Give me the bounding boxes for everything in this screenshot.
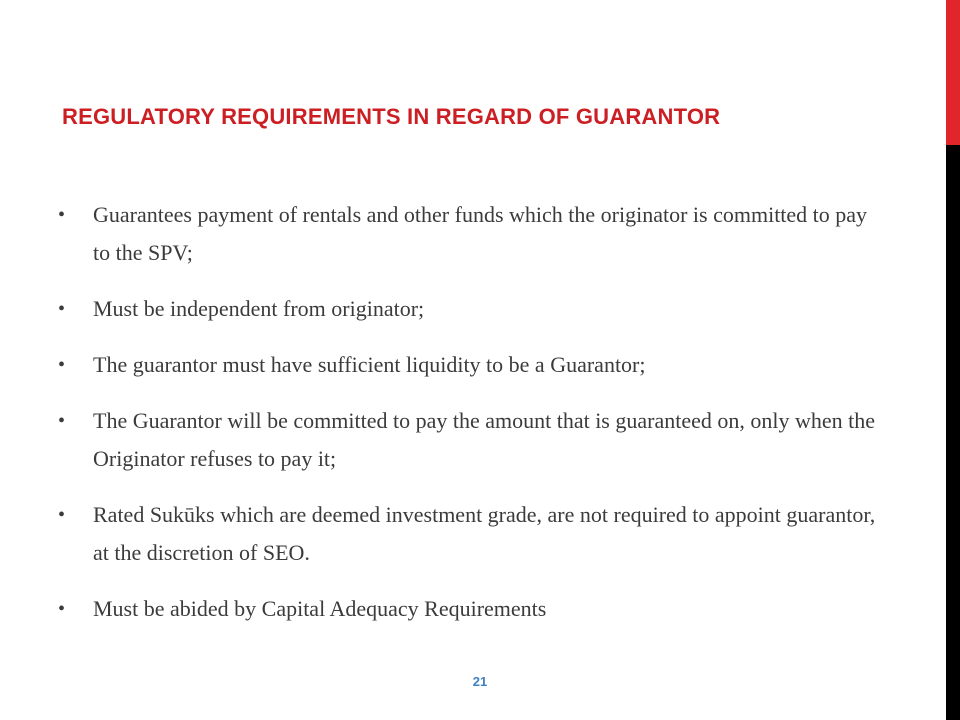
bullet-text: Must be independent from originator; (93, 296, 425, 321)
bullet-text: The Guarantor will be committed to pay the amount that is guaranteed on, only when the Originator refuses to pay it; (93, 408, 876, 471)
bullet-dot-icon: • (58, 354, 66, 376)
bullet-text: The guarantor must have sufficient liquidity to be a Guarantor; (93, 352, 646, 377)
bullet-text: Must be abided by Capital Adequacy Requirements (93, 596, 547, 621)
bullet-dot-icon: • (58, 598, 66, 620)
bullet-text: Rated Sukūks which are deemed investment grade, are not required to appoint guarantor, at the discretion of SEO. (93, 502, 876, 565)
bullet-item (58, 496, 878, 572)
bullet-dot-icon: • (58, 298, 66, 320)
bullet-item (58, 290, 878, 328)
bullet-item (58, 590, 878, 628)
accent-bar-black (946, 145, 960, 720)
bullet-dot-icon: • (58, 410, 66, 432)
accent-bar-red (946, 0, 960, 145)
bullet-item (58, 346, 878, 384)
bullet-list (58, 196, 878, 646)
bullet-dot-icon: • (58, 504, 66, 526)
page-number: 21 (472, 674, 488, 689)
bullet-item (58, 402, 878, 478)
slide-title: REGULATORY REQUIREMENTS IN REGARD OF GUARANTOR (62, 104, 721, 129)
bullet-item (58, 196, 878, 272)
bullet-text: Guarantees payment of rentals and other funds which the originator is committed to pay to the SPV; (93, 202, 868, 265)
bullet-dot-icon: • (58, 204, 66, 226)
